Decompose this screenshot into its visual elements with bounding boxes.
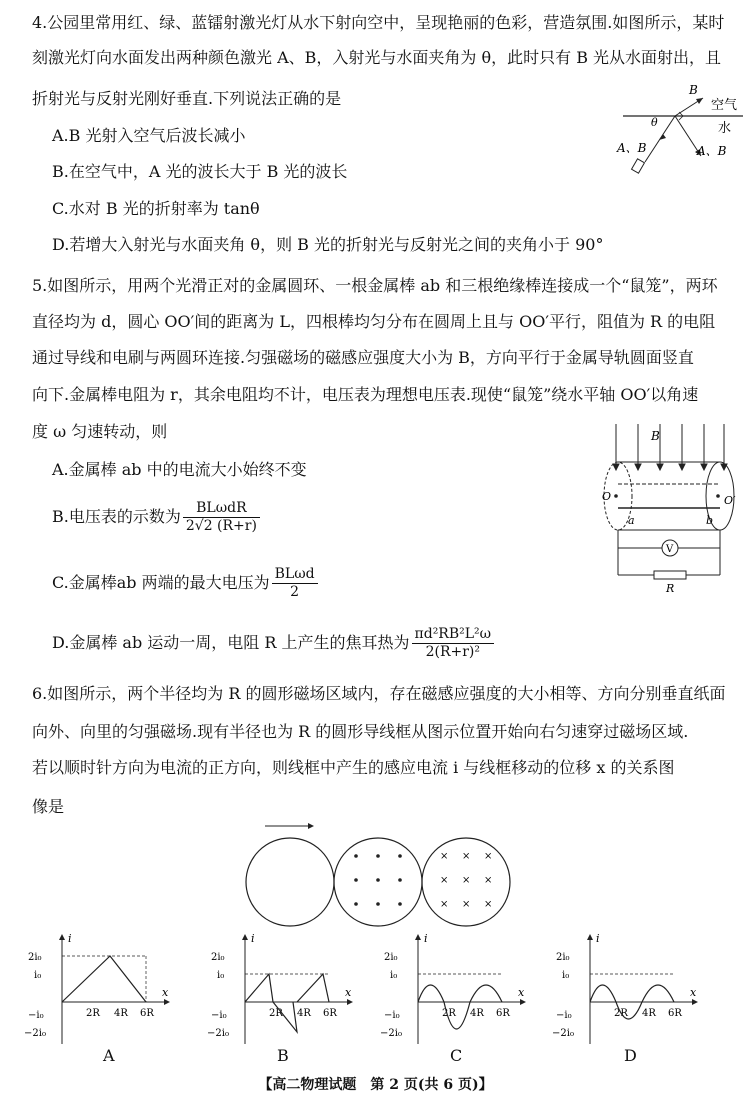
q5-line-5: 度 ω 匀速转动，则	[32, 422, 168, 441]
svg-text:−i₀: −i₀	[384, 1010, 400, 1021]
field-out-region	[334, 838, 422, 926]
q4-option-d: D.若增大入射光与水面夹角 θ，则 B 光的折射光与反射光之间的夹角小于 90°	[52, 235, 604, 254]
graph-c	[378, 932, 538, 1052]
svg-text:6R: 6R	[496, 1008, 510, 1019]
svg-text:2R: 2R	[442, 1008, 456, 1019]
o-prime-label: O′	[724, 494, 736, 507]
q6-line-1: 6.如图所示，两个半径均为 R 的圆形磁场区域内，存在磁感应强度的大小相等、方向分别垂直纸面	[32, 684, 726, 703]
graph-d	[550, 932, 710, 1052]
svg-text:x: x	[690, 986, 697, 999]
svg-text:×: ×	[484, 851, 493, 862]
graph-c-label: C	[450, 1046, 463, 1065]
svg-text:6R: 6R	[140, 1008, 154, 1019]
svg-text:2R: 2R	[269, 1008, 283, 1019]
water-label: 水	[718, 121, 732, 136]
svg-text:i₀: i₀	[217, 970, 225, 981]
svg-text:−2i₀: −2i₀	[380, 1028, 402, 1039]
voltmeter-label: V	[666, 544, 674, 555]
graph-a	[22, 932, 182, 1052]
svg-text:6R: 6R	[668, 1008, 682, 1019]
theta-label: θ	[651, 116, 658, 129]
fraction: $\frac{\text{BLωd}}{2}$	[272, 566, 318, 601]
q5-line-3: 通过导线和电刷与两圆环连接.匀强磁场的磁感应强度大小为 B，方向平行于金属导轨圆面竖直	[32, 348, 694, 367]
magnetic-regions-figure	[240, 818, 515, 928]
air-label: 空气	[711, 98, 738, 113]
graph-b	[205, 932, 365, 1052]
svg-text:×: ×	[462, 899, 471, 910]
q5-line-2: 直径均为 d，圆心 OO′间的距离为 L，四根棒均匀分布在圆周上且与 OO′平行，阻值为 R 的电阻	[32, 312, 716, 331]
svg-text:6R: 6R	[323, 1008, 337, 1019]
svg-text:4R: 4R	[114, 1008, 128, 1019]
arrow-right-icon	[308, 823, 314, 829]
svg-text:2i₀: 2i₀	[28, 952, 42, 963]
graph-a-label: A	[103, 1046, 115, 1065]
svg-text:4R: 4R	[297, 1008, 311, 1019]
page-footer: 【高二物理试题 第 2 页(共 6 页)】	[258, 1077, 493, 1093]
svg-text:−2i₀: −2i₀	[552, 1028, 574, 1039]
ray-b-label: B	[689, 83, 698, 97]
svg-text:i₀: i₀	[390, 970, 398, 981]
svg-text:×: ×	[440, 875, 449, 886]
svg-text:×: ×	[484, 899, 493, 910]
o-label: O	[602, 490, 612, 503]
svg-text:×: ×	[462, 851, 471, 862]
svg-text:×: ×	[462, 875, 471, 886]
svg-text:−2i₀: −2i₀	[24, 1028, 46, 1039]
q4-option-a: A.B 光射入空气后波长减小	[52, 126, 246, 145]
svg-text:×: ×	[440, 851, 449, 862]
squirrel-cage-figure	[596, 420, 746, 595]
svg-text:2i₀: 2i₀	[556, 952, 570, 963]
q5-option-b: B.电压表的示数为 $\frac{\text{BLωdR}}{2√2 (R+r)}$	[52, 500, 260, 535]
svg-text:x: x	[162, 986, 169, 999]
svg-text:i₀: i₀	[562, 970, 570, 981]
graph-b-label: B	[277, 1046, 289, 1065]
q4-line-2: 刻激光灯向水面发出两种颜色激光 A、B，入射光与水面夹角为 θ，此时只有 B 光从水面射出，且	[32, 48, 722, 67]
svg-text:i: i	[424, 932, 428, 945]
svg-text:−i₀: −i₀	[28, 1010, 44, 1021]
svg-text:x: x	[345, 986, 352, 999]
fraction: $\frac{\text{πd²RB²L²ω}}{\text{2(R+r)²}}$	[412, 626, 495, 661]
svg-text:x: x	[518, 986, 525, 999]
svg-text:4R: 4R	[642, 1008, 656, 1019]
resistor-icon	[654, 571, 686, 579]
graph-d-label: D	[624, 1046, 637, 1065]
svg-text:2i₀: 2i₀	[384, 952, 398, 963]
magnetic-field-arrows	[613, 424, 727, 470]
q5-line-1: 5.如图所示，用两个光滑正对的金属圆环、一根金属棒 ab 和三根绝缘棒连接成一个“鼠笼”，两环	[32, 276, 718, 295]
field-b-label: B	[651, 429, 660, 443]
svg-text:i: i	[68, 932, 72, 945]
q6-line-3: 若以顺时针方向为电流的正方向，则线框中产生的感应电流 i 与线框移动的位移 x 的关系图	[32, 758, 675, 777]
q4-line-3: 折射光与反射光刚好垂直.下列说法正确的是	[32, 89, 342, 108]
wire-loop	[246, 838, 334, 926]
q4-option-b: B.在空气中，A 光的波长大于 B 光的波长	[52, 162, 348, 181]
q6-line-2: 向外、向里的匀强磁场.现有半径也为 R 的圆形导线框从图示位置开始向右匀速穿过磁场区域.	[32, 722, 689, 741]
svg-text:2i₀: 2i₀	[211, 952, 225, 963]
a-label: a	[628, 514, 635, 527]
q5-option-a: A.金属棒 ab 中的电流大小始终不变	[52, 460, 307, 479]
svg-text:×: ×	[440, 899, 449, 910]
q5-option-c: C.金属棒ab 两端的最大电压为 $\frac{\text{BLωd}}{2}$	[52, 566, 318, 601]
svg-text:−2i₀: −2i₀	[207, 1028, 229, 1039]
into-page-crosses	[440, 851, 492, 910]
laser-lamp-icon	[632, 159, 645, 173]
svg-text:×: ×	[484, 875, 493, 886]
fraction: $\frac{\text{BLωdR}}{2√2 (R+r)}$	[183, 500, 260, 535]
incident-label: A、B	[617, 141, 647, 155]
q4-option-c: C.水对 B 光的折射率为 tanθ	[52, 199, 260, 218]
svg-text:i: i	[251, 932, 255, 945]
resistor-label: R	[666, 582, 675, 595]
svg-text:i: i	[596, 932, 600, 945]
svg-text:−i₀: −i₀	[211, 1010, 227, 1021]
refraction-figure	[615, 82, 745, 187]
q5-line-4: 向下.金属棒电阻为 r，其余电阻均不计，电压表为理想电压表.现使“鼠笼”绕水平轴 OO′以角速	[32, 385, 699, 404]
svg-text:2R: 2R	[86, 1008, 100, 1019]
b-label: b	[706, 514, 714, 527]
reflected-label: A、B	[697, 144, 727, 158]
out-of-page-dots	[354, 854, 402, 906]
q6-line-4: 像是	[32, 797, 65, 816]
svg-text:−i₀: −i₀	[556, 1010, 572, 1021]
svg-text:i₀: i₀	[34, 970, 42, 981]
svg-text:2R: 2R	[614, 1008, 628, 1019]
q4-line-1: 4.公园里常用红、绿、蓝镭射激光灯从水下射向空中，呈现艳丽的色彩，营造氛围.如图所示，某时	[32, 13, 725, 32]
svg-text:4R: 4R	[470, 1008, 484, 1019]
q5-option-d: D.金属棒 ab 运动一周，电阻 R 上产生的焦耳热为 $\frac{\text{πd²RB²L²ω}}{\text{2(R+r)²}}$	[52, 626, 494, 661]
